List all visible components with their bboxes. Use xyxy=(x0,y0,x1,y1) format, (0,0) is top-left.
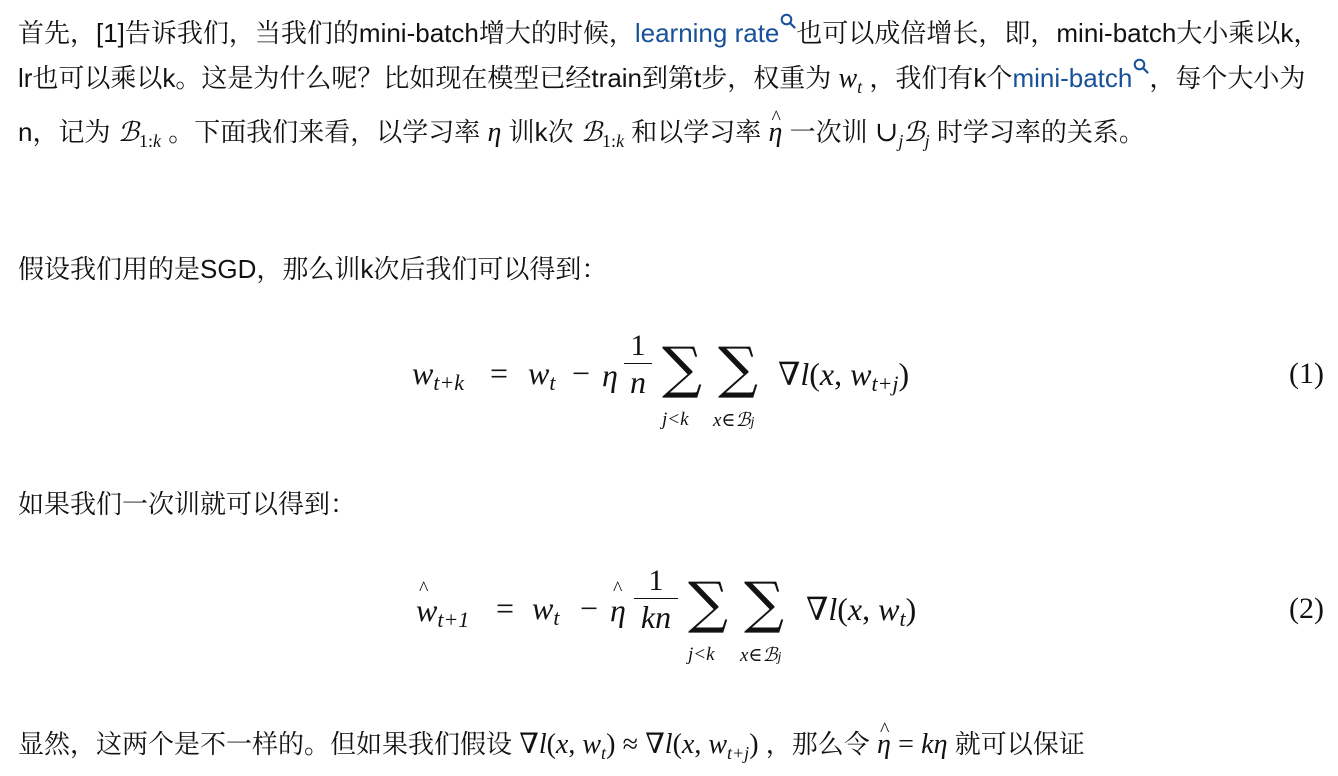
once-text: 如果我们一次训就可以得到： xyxy=(18,489,357,519)
intro-text-2: 也可以成倍增长，即，mini-batch大小乘以k，lr也可以乘以k。这是为什么呢？比如现在模型已经train到第t步，权重为 xyxy=(18,18,1320,93)
eq1-fraction: 1 n xyxy=(624,329,652,400)
intro-text-9: 时学习率的关系。 xyxy=(936,117,1145,147)
mini-batch-link[interactable]: mini-batch xyxy=(1012,63,1149,93)
eq2-fraction: 1 kn xyxy=(634,564,678,635)
eq1-wt: $w_t$ xyxy=(528,355,556,395)
equation-2 xyxy=(0,564,1338,680)
eq2-gradient: ∇l(x, $w_t$) xyxy=(806,591,917,631)
eq1-eta: η xyxy=(602,357,618,393)
intro-text-5: 。下面我们来看，以学习率 xyxy=(168,117,481,147)
eq2-sum-x: ∑ xyxy=(744,571,784,636)
eq1-sum-x: ∑ xyxy=(718,336,758,401)
intro-text-7: 和以学习率 xyxy=(631,117,762,147)
math-union-Bj: $\cup_jℬ_j$ xyxy=(874,117,930,151)
eq2-eta-hat: ^ η xyxy=(610,592,626,629)
search-icon xyxy=(780,13,796,29)
paragraph-sgd xyxy=(18,247,1323,292)
math-eta-hat-eq-k-eta: ^ η = kη xyxy=(877,729,947,759)
math-wt: $w_t$ xyxy=(838,63,863,97)
conclusion-text-2: ，那么令 xyxy=(765,729,870,759)
paragraph-intro xyxy=(18,11,1323,164)
eq2-minus: − xyxy=(580,590,599,626)
conclusion-text-3: 就可以保证 xyxy=(954,729,1085,759)
math-B1k: ℬ$_{1:k}$ xyxy=(117,117,161,151)
intro-text-8: 一次训 xyxy=(789,117,868,147)
intro-text-1: 首先，[1]告诉我们，当我们的mini-batch增大的时候， xyxy=(18,18,635,48)
eq2-limit-j: j<k xyxy=(688,644,715,665)
eq1-limit-x: x∈ℬj xyxy=(713,410,755,431)
eq2-limit-x: x∈ℬj xyxy=(740,645,782,666)
eq2-wt: $w_t$ xyxy=(532,590,560,630)
conclusion-text-1: 显然，这两个是不一样的。但如果我们假设 xyxy=(18,729,513,759)
intro-text-3: ，我们有k个 xyxy=(869,63,1013,93)
math-B1k-2: ℬ$_{1:k}$ xyxy=(580,117,625,151)
eq1-sum-j: ∑ xyxy=(662,336,702,401)
eq2-equals: = xyxy=(496,590,515,626)
math-eta: η xyxy=(487,117,502,148)
eq1-limit-j: j<k xyxy=(662,409,689,430)
eq1-equals: = xyxy=(490,355,509,391)
eq1-number: (1) xyxy=(1289,357,1324,390)
learning-rate-link[interactable]: learning rate xyxy=(635,18,797,48)
eq1-gradient: ∇l(x, $w_{t+j}$) xyxy=(778,356,910,396)
eq2-lhs: ^ $w_{t+1}$ xyxy=(416,592,469,633)
math-eta-hat: ^ η xyxy=(769,110,783,155)
sgd-text: 假设我们用的是SGD，那么训k次后我们可以得到： xyxy=(18,254,608,284)
intro-text-6: 训k次 xyxy=(508,117,574,147)
paragraph-conclusion xyxy=(18,722,1323,776)
eq1-minus: − xyxy=(572,355,591,391)
search-icon xyxy=(1133,58,1149,74)
eq1-lhs: $w_{t+k}$ xyxy=(412,355,465,395)
intro-text-4: ，每个大小为n，记为 xyxy=(18,63,1306,147)
eq2-sum-j: ∑ xyxy=(688,571,728,636)
paragraph-once xyxy=(18,482,1323,527)
math-approx: ∇l(x, $w_t) \approx \nabla l(x$, $w_{t+j}$) xyxy=(519,729,759,763)
eq2-number: (2) xyxy=(1289,592,1324,625)
equation-1 xyxy=(0,329,1338,445)
